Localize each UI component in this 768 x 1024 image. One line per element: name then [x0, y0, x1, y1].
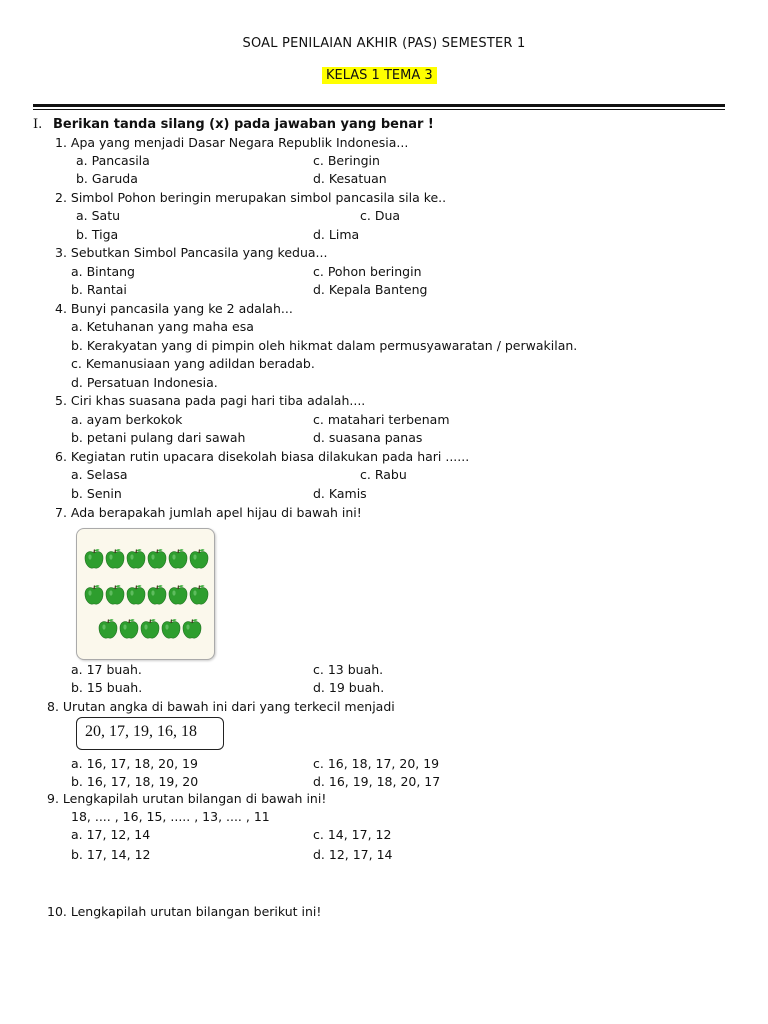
- q5-option-b: b. petani pulang dari sawah: [71, 430, 246, 445]
- q2-option-c: c. Dua: [360, 208, 401, 223]
- section-instruction: Berikan tanda silang (x) pada jawaban yang benar !: [53, 117, 434, 132]
- q5-option-d: d. suasana panas: [313, 430, 423, 445]
- q2-option-a: a. Satu: [76, 208, 121, 223]
- q4-option-b: b. Kerakyatan yang di pimpin oleh hikmat dalam permusyawaratan / perwakilan.: [71, 338, 578, 353]
- q2-option-d: d. Lima: [313, 227, 360, 242]
- q9-sequence: 18, .... , 16, 15, ..... , 13, .... , 11: [71, 809, 270, 824]
- apple-icon: [126, 584, 146, 606]
- q9-option-b: b. 17, 14, 12: [71, 847, 151, 862]
- q3-option-c: c. Pohon beringin: [313, 264, 422, 279]
- question-3: 3. Sebutkan Simbol Pancasila yang kedua...: [55, 245, 328, 260]
- q5-option-a: a. ayam berkokok: [71, 412, 183, 427]
- q1-option-c: c. Beringin: [313, 153, 380, 168]
- apple-icon: [126, 548, 146, 570]
- apple-icon: [98, 618, 118, 640]
- q4-option-d: d. Persatuan Indonesia.: [71, 375, 218, 390]
- q1-option-b: b. Garuda: [76, 171, 138, 186]
- question-7: 7. Ada berapakah jumlah apel hijau di bawah ini!: [55, 505, 362, 520]
- divider-thin: [33, 109, 725, 110]
- apple-icon: [147, 548, 167, 570]
- question-5: 5. Ciri khas suasana pada pagi hari tiba adalah....: [55, 393, 366, 408]
- q4-option-c: c. Kemanusiaan yang adildan beradab.: [71, 356, 315, 371]
- apple-icon: [168, 548, 188, 570]
- q6-option-c: c. Rabu: [360, 467, 407, 482]
- divider-thick: [33, 104, 725, 107]
- apple-icon: [84, 548, 104, 570]
- page-title: SOAL PENILAIAN AKHIR (PAS) SEMESTER 1: [242, 36, 526, 51]
- q3-option-a: a. Bintang: [71, 264, 135, 279]
- q9-option-a: a. 17, 12, 14: [71, 827, 151, 842]
- q1-option-d: d. Kesatuan: [313, 171, 387, 186]
- q4-option-a: a. Ketuhanan yang maha esa: [71, 319, 254, 334]
- q7-option-b: b. 15 buah.: [71, 680, 143, 695]
- question-1: 1. Apa yang menjadi Dasar Negara Republik Indonesia...: [55, 135, 409, 150]
- apple-icon: [84, 584, 104, 606]
- q6-option-b: b. Senin: [71, 486, 122, 501]
- question-9: 9. Lengkapilah urutan bilangan di bawah ini!: [47, 791, 327, 806]
- q9-option-c: c. 14, 17, 12: [313, 827, 392, 842]
- apple-icon: [105, 584, 125, 606]
- question-4: 4. Bunyi pancasila yang ke 2 adalah...: [55, 301, 293, 316]
- q8-option-b: b. 16, 17, 18, 19, 20: [71, 774, 199, 789]
- number-box-text: 20, 17, 19, 16, 18: [85, 723, 197, 740]
- q6-option-d: d. Kamis: [313, 486, 367, 501]
- q6-option-a: a. Selasa: [71, 467, 128, 482]
- apple-icon: [147, 584, 167, 606]
- q3-option-d: d. Kepala Banteng: [313, 282, 428, 297]
- q7-option-c: c. 13 buah.: [313, 662, 384, 677]
- apple-icon: [140, 618, 160, 640]
- question-2: 2. Simbol Pohon beringin merupakan simbol pancasila sila ke..: [55, 190, 447, 205]
- apple-icon: [119, 618, 139, 640]
- apple-icon: [182, 618, 202, 640]
- q5-option-c: c. matahari terbenam: [313, 412, 450, 427]
- q7-option-d: d. 19 buah.: [313, 680, 385, 695]
- q2-option-b: b. Tiga: [76, 227, 119, 242]
- q7-option-a: a. 17 buah.: [71, 662, 142, 677]
- question-8: 8. Urutan angka di bawah ini dari yang terkecil menjadi: [47, 699, 395, 714]
- q3-option-b: b. Rantai: [71, 282, 127, 297]
- question-6: 6. Kegiatan rutin upacara disekolah biasa dilakukan pada hari ......: [55, 449, 470, 464]
- question-10: 10. Lengkapilah urutan bilangan berikut ini!: [47, 904, 322, 919]
- q8-option-d: d. 16, 19, 18, 20, 17: [313, 774, 441, 789]
- q1-option-a: a. Pancasila: [76, 153, 150, 168]
- apple-icon: [168, 584, 188, 606]
- apple-icon: [189, 584, 209, 606]
- q8-option-c: c. 16, 18, 17, 20, 19: [313, 756, 440, 771]
- q9-option-d: d. 12, 17, 14: [313, 847, 393, 862]
- apple-icon: [189, 548, 209, 570]
- section-number: I.: [33, 117, 43, 132]
- apple-icon: [161, 618, 181, 640]
- class-label: KELAS 1 TEMA 3: [322, 67, 437, 84]
- apple-icon: [105, 548, 125, 570]
- q8-option-a: a. 16, 17, 18, 20, 19: [71, 756, 198, 771]
